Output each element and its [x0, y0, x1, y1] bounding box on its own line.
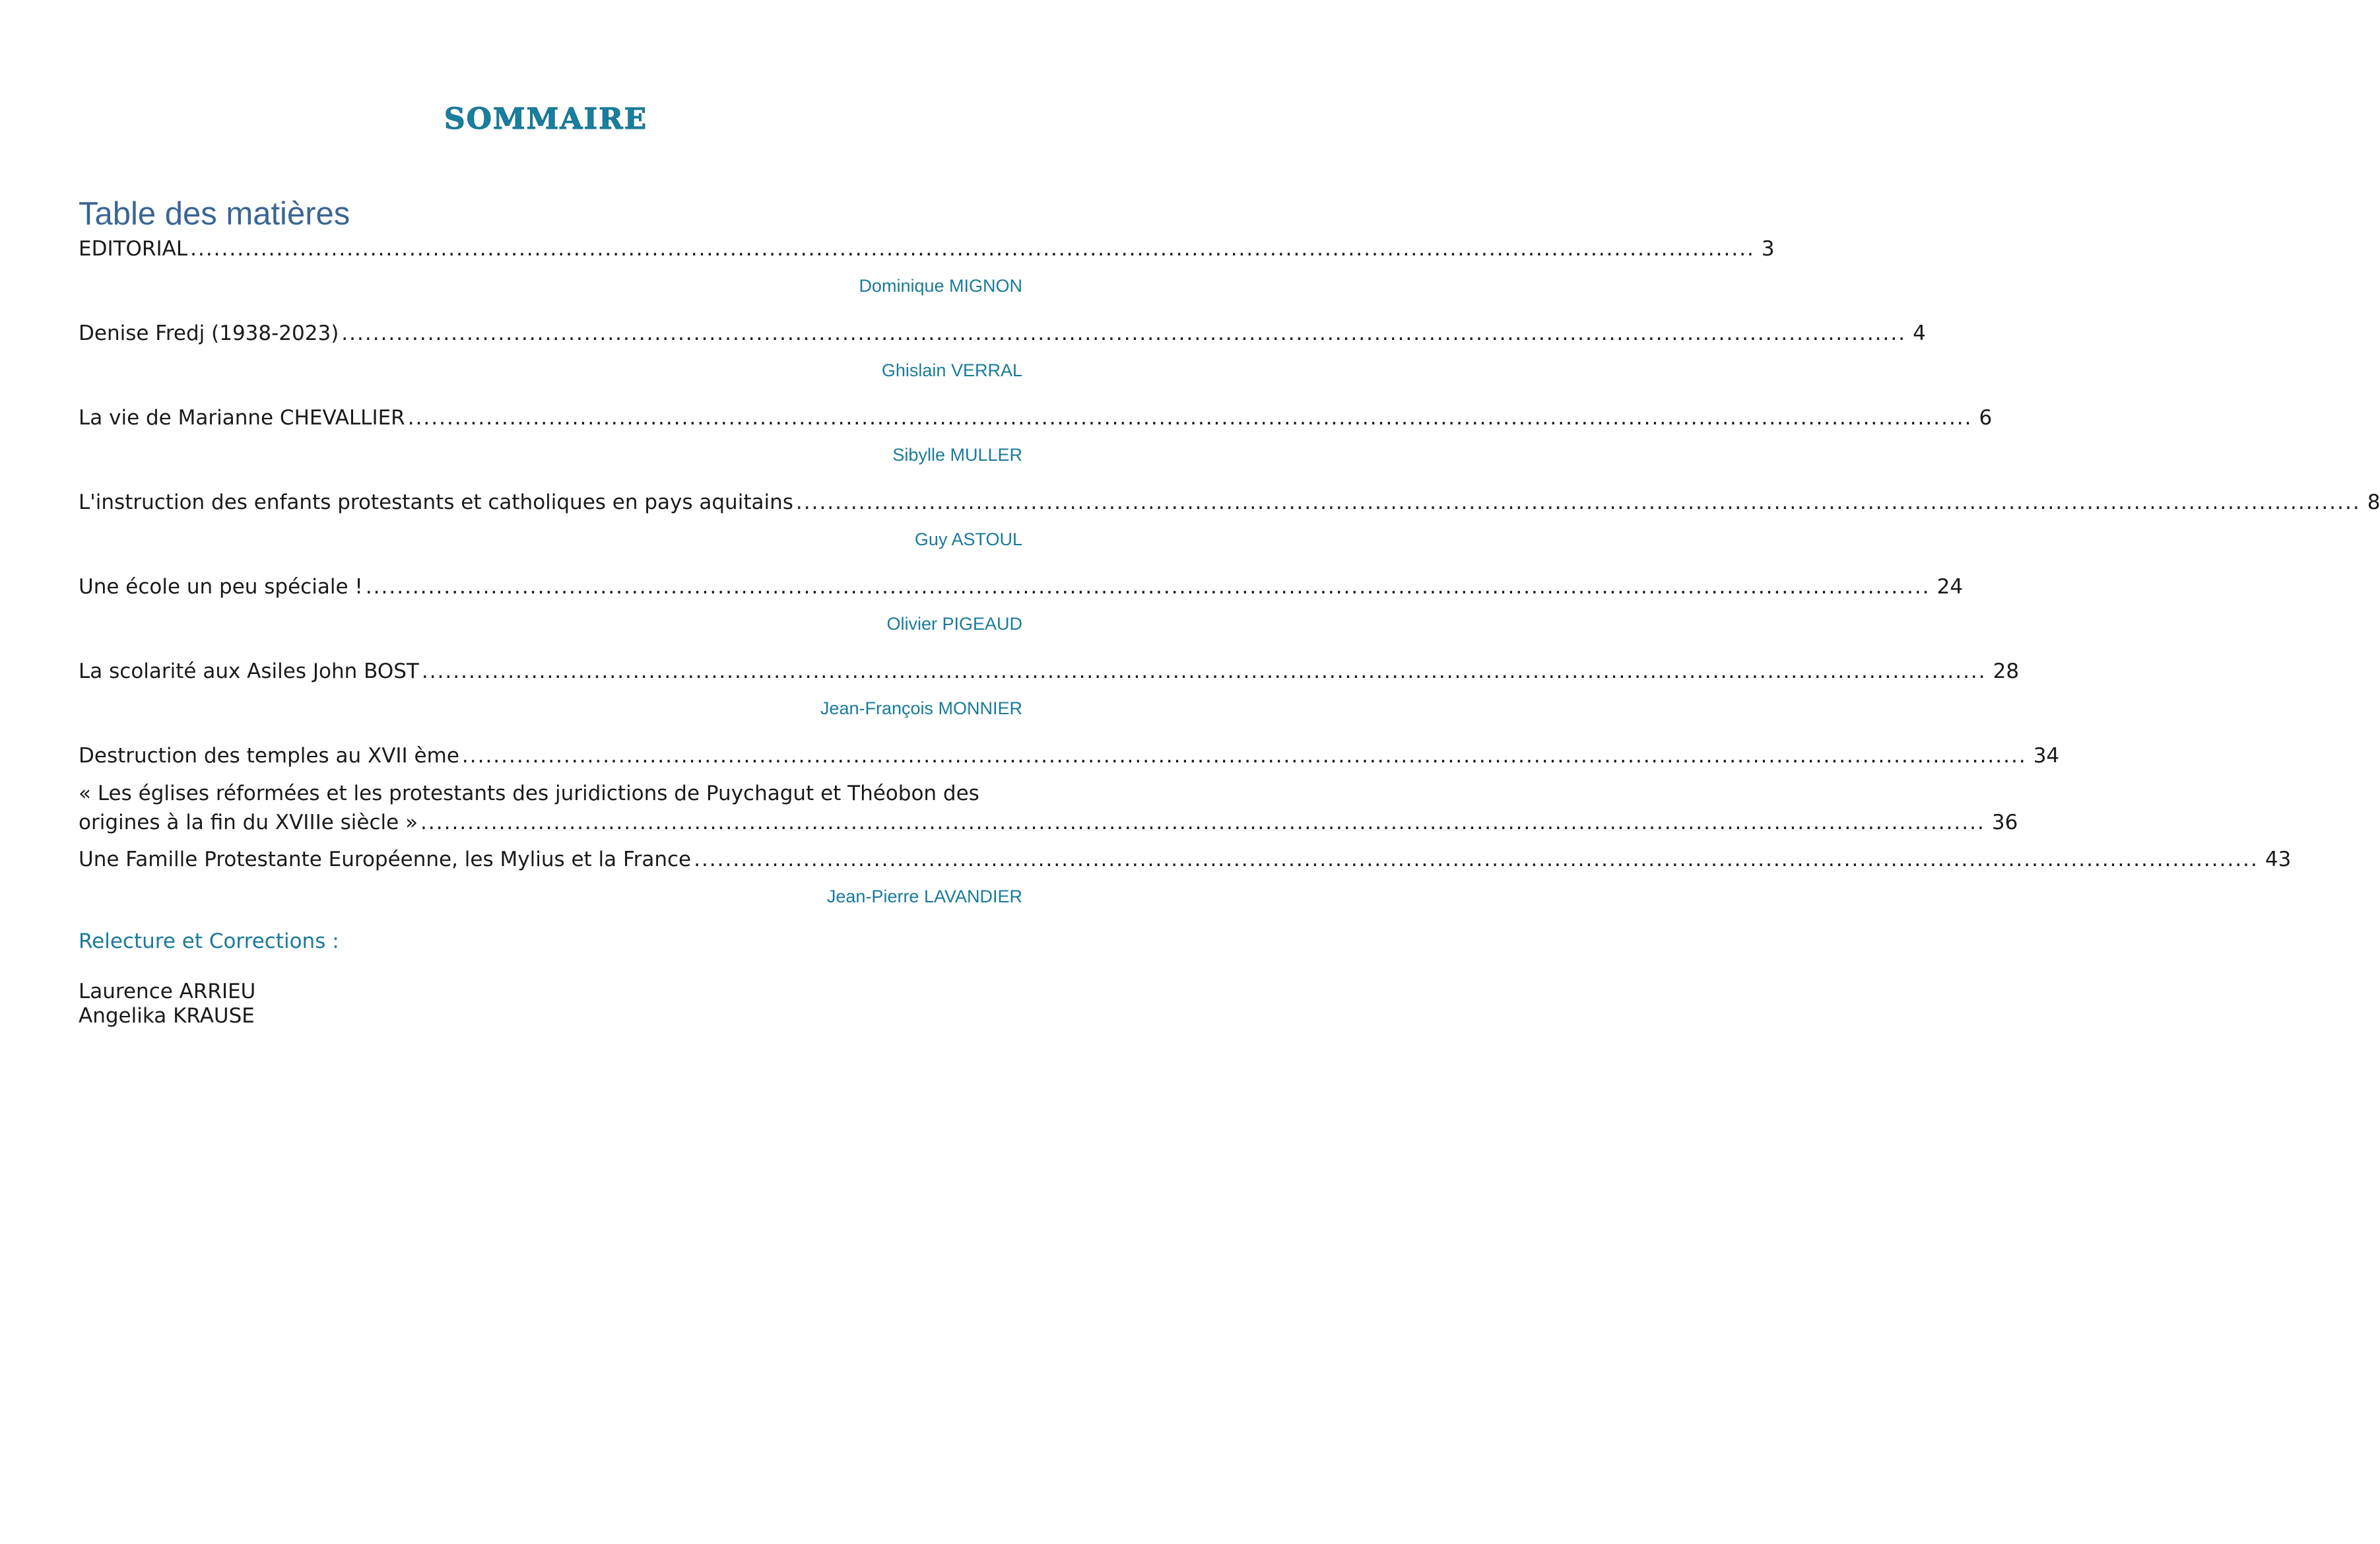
toc-entry-title: « Les églises réformées et les protestants des juridictions de Puychagut et Théobon des: [79, 782, 979, 805]
toc-entry-page: 3: [1761, 237, 1775, 261]
toc-title: Table des matières: [79, 196, 350, 232]
reviewer-name: Angelika KRAUSE: [79, 1004, 255, 1028]
reviewer-name: Laurence ARRIEU: [79, 980, 256, 1003]
toc-entry-page: 6: [1979, 406, 1993, 430]
toc-entry-page: 24: [1936, 575, 1964, 599]
sommaire-heading: SOMMAIRE: [444, 102, 648, 136]
toc-entry[interactable]: [79, 488, 2380, 517]
leader-dots: ........................................................................................................................................................................................................: [341, 321, 1907, 345]
leader-dots: ........................................................................................................................................................................................................: [407, 406, 1973, 430]
toc-entry-title: L'instruction des enfants protestants et catholiques en pays aquitains: [79, 490, 793, 514]
toc-entry[interactable]: [79, 779, 2018, 837]
leader-dots: ........................................................................................................................................................................................................: [190, 237, 1755, 261]
toc-entry-title: La vie de Marianne CHEVALLIER: [79, 406, 405, 430]
leader-dots: ........................................................................................................................................................................................................: [795, 490, 2361, 514]
toc-entry[interactable]: [79, 657, 2020, 686]
toc-entry-title: La scolarité aux Asiles John BOST: [79, 659, 419, 683]
toc-entry-author: Sibylle MULLER: [892, 445, 1022, 465]
toc-entry-author: Jean-François MONNIER: [820, 698, 1022, 718]
toc-entry-author: Jean-Pierre LAVANDIER: [826, 887, 1022, 906]
toc-entry-author: Olivier PIGEAUD: [886, 614, 1022, 634]
toc-entry[interactable]: [79, 845, 2292, 874]
leader-dots: ........................................................................................................................................................................................................: [420, 811, 1985, 834]
leader-dots: ........................................................................................................................................................................................................: [461, 744, 2027, 768]
toc-entry-author: Guy ASTOUL: [914, 529, 1022, 549]
leader-dots: ........................................................................................................................................................................................................: [421, 659, 1987, 683]
toc-entry-title: Une Famille Protestante Européenne, les Mylius et la France: [79, 848, 692, 871]
reviewers-heading: Relecture et Corrections :: [79, 929, 339, 953]
toc-entry[interactable]: [79, 234, 1775, 263]
toc-entry-page: 4: [1913, 321, 1926, 345]
toc-entry-page: 36: [1991, 811, 2018, 834]
leader-dots: ........................................................................................................................................................................................................: [694, 848, 2259, 871]
toc-entry-author: Dominique MIGNON: [859, 276, 1022, 296]
toc-entry[interactable]: [79, 572, 1964, 601]
toc-entry-title: Une école un peu spéciale !: [79, 575, 363, 599]
toc-entry-title: Denise Fredj (1938-2023): [79, 321, 339, 345]
toc-entry-page: 8: [2367, 490, 2380, 514]
toc-entry-title: Destruction des temples au XVII ème: [79, 744, 459, 768]
toc-entry-author: Ghislain VERRAL: [881, 360, 1022, 380]
toc-entry-title-continued: origines à la fin du XVIIIe siècle »: [79, 811, 418, 834]
toc-entry[interactable]: [79, 403, 1993, 432]
toc-entry[interactable]: [79, 741, 2060, 770]
toc-entry-title: EDITORIAL: [79, 237, 188, 261]
leader-dots: ........................................................................................................................................................................................................: [365, 575, 1931, 599]
toc-entry[interactable]: [79, 319, 1926, 348]
toc-entry-page: 28: [1993, 659, 2020, 683]
toc-entry-page: 43: [2264, 848, 2292, 871]
toc-entry-page: 34: [2033, 744, 2060, 768]
